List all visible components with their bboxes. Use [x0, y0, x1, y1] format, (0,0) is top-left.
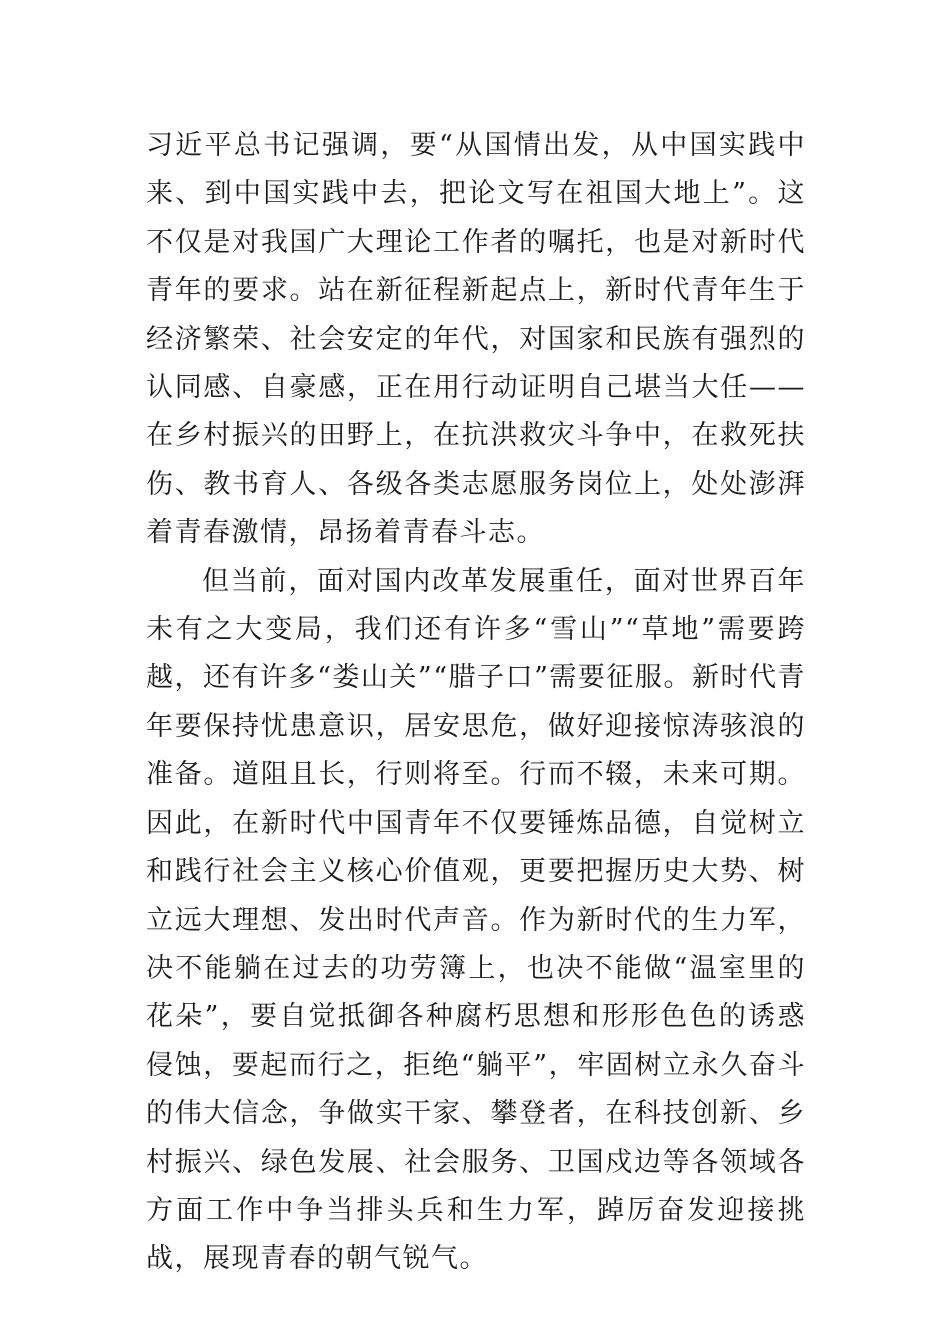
document-body — [146, 122, 806, 1284]
paragraph-2: 但当前，面对国内改革发展重任，面对世界百年未有之大变局，我们还有许多“雪山”“草地”需要跨越，还有许多“娄山关”“腊子口”需要征服。新时代青年要保持忧患意识，居安思危，做好迎接惊涛骇浪的准备。道阻且长，行则将至。行而不辍，未来可期。因此，在新时代中国青年不仅要锤炼品德，自觉树立和践行社会主义核心价值观，更要把握历史大势、树立远大理想、发出时代声音。作为新时代的生力军，决不能躺在过去的功劳簿上，也决不能做“温室里的花朵”，要自觉抵御各种腐朽思想和形形色色的诱惑侵蚀，要起而行之，拒绝“躺平”，牢固树立永久奋斗的伟大信念，争做实干家、攀登者，在科技创新、乡村振兴、绿色发展、社会服务、卫国戍边等各领域各方面工作中争当排头兵和生力军，踔厉奋发迎接挑战，展现青春的朝气锐气。 — [146, 565, 806, 1275]
paragraph-1: 习近平总书记强调，要“从国情出发，从中国实践中来、到中国实践中去，把论文写在祖国大地上”。这不仅是对我国广大理论工作者的嘱托，也是对新时代青年的要求。站在新征程新起点上，新时代青年生于经济繁荣、社会安定的年代，对国家和民族有强烈的认同感、自豪感，正在用行动证明自己堪当大任——在乡村振兴的田野上，在抗洪救灾斗争中，在救死扶伤、教书育人、各级各类志愿服务岗位上，处处澎湃着青春激情，昂扬着青春斗志。 — [146, 130, 806, 549]
